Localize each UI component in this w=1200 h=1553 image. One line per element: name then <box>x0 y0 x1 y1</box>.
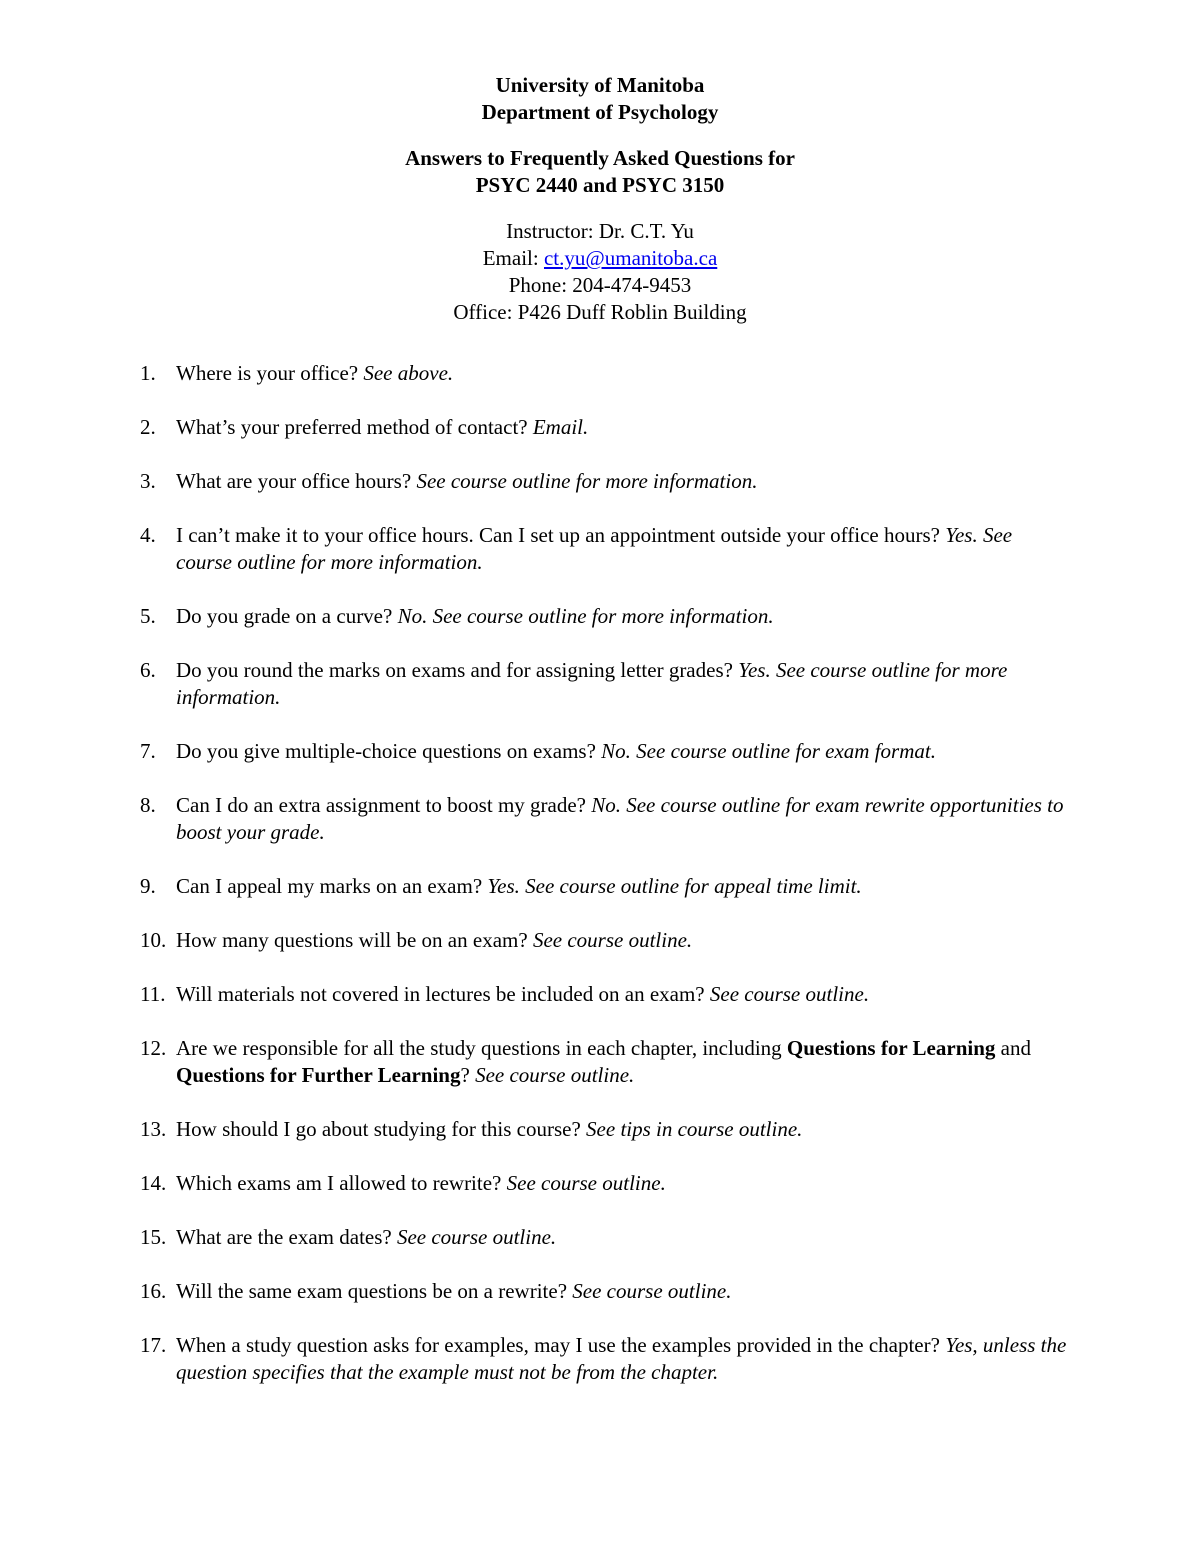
faq-question: What’s your preferred method of contact? <box>176 415 533 439</box>
faq-question: Do you grade on a curve? <box>176 604 398 628</box>
email-link[interactable]: ct.yu@umanitoba.ca <box>543 246 718 270</box>
faq-item-5: 5. Do you grade on a curve? No. See course outline for more information. <box>140 604 774 628</box>
faq-item-1: 1. Where is your office? See above. <box>140 361 454 385</box>
faq-question: Can I do an extra assignment to boost my grade? <box>176 793 592 817</box>
faq-question-bold: Questions for Learning <box>786 1036 996 1060</box>
faq-question: Will the same exam questions be on a rewrite? <box>176 1279 573 1303</box>
faq-answer: No. See course outline for exam format. <box>601 739 936 763</box>
faq-question: Which exams am I allowed to rewrite? <box>176 1171 507 1195</box>
instructor-line: Instructor: Dr. C.T. Yu <box>506 219 694 243</box>
email-line <box>0 245 1200 272</box>
faq-item-11: 11. Will materials not covered in lectures be included on an exam? See course outline. <box>140 982 870 1006</box>
document-header <box>0 72 1200 326</box>
title-line-2: PSYC 2440 and PSYC 3150 <box>475 173 725 197</box>
faq-answer: Yes. See course outline for more information. <box>176 523 1013 574</box>
faq-question: Are we responsible for all the study questions in each chapter, including <box>176 1036 787 1060</box>
faq-answer: See course outline for more information. <box>416 469 758 493</box>
faq-question: Where is your office? <box>176 361 364 385</box>
faq-answer: Yes. See course outline for more information. <box>176 658 1008 709</box>
university-name: University of Manitoba <box>495 73 705 97</box>
faq-question: I can’t make it to your office hours. Can I set up an appointment outside your office hours? <box>176 523 946 547</box>
faq-question: How many questions will be on an exam? <box>176 928 533 952</box>
faq-answer: See course outline. <box>572 1279 732 1303</box>
faq-item-12: 12. Are we responsible for all the study questions in each chapter, including Questions for Learning and Questions for Further Learning? See course outline. <box>140 1036 1031 1087</box>
faq-answer: Email. <box>532 415 589 439</box>
phone-line: Phone: 204-474-9453 <box>508 273 692 297</box>
faq-answer: Yes. See course outline for appeal time limit. <box>487 874 862 898</box>
faq-answer: See course outline. <box>396 1225 557 1249</box>
faq-question-bold: Questions for Further Learning <box>176 1063 461 1087</box>
faq-question: What are the exam dates? <box>176 1225 397 1249</box>
office-line: Office: P426 Duff Roblin Building <box>453 300 747 324</box>
faq-answer: Yes, unless the question specifies that the example must not be from the chapter. <box>176 1333 1067 1384</box>
faq-answer: See course outline. <box>506 1171 666 1195</box>
faq-item-15: 15. What are the exam dates? See course outline. <box>140 1225 557 1249</box>
faq-item-3: 3. What are your office hours? See course outline for more information. <box>140 469 758 493</box>
faq-answer: See tips in course outline. <box>586 1117 803 1141</box>
faq-item-14: 14. Which exams am I allowed to rewrite? See course outline. <box>140 1171 666 1195</box>
faq-question: ? <box>460 1063 476 1087</box>
faq-answer: See course outline. <box>532 928 693 952</box>
faq-question: Will materials not covered in lectures be included on an exam? <box>176 982 710 1006</box>
faq-question: How should I go about studying for this course? <box>176 1117 587 1141</box>
faq-question: Can I appeal my marks on an exam? <box>176 874 488 898</box>
email-label: Email: <box>482 246 544 270</box>
department-name: Department of Psychology <box>481 100 719 124</box>
faq-item-17: 17. When a study question asks for examples, may I use the examples provided in the chapter? Yes, unless the question specifies that the example must not be from the chapter. <box>140 1333 1067 1384</box>
faq-answer: See course outline. <box>709 982 870 1006</box>
faq-question: When a study question asks for examples, may I use the examples provided in the chapter? <box>176 1333 946 1357</box>
faq-answer: No. See course outline for exam rewrite opportunities to boost your grade. <box>176 793 1064 844</box>
faq-item-9: 9. Can I appeal my marks on an exam? Yes. See course outline for appeal time limit. <box>140 874 862 898</box>
faq-question: and <box>995 1036 1031 1060</box>
faq-item-6: 6. Do you round the marks on exams and for assigning letter grades? Yes. See course outline for more information. <box>140 658 1008 709</box>
faq-question: Do you round the marks on exams and for assigning letter grades? <box>176 658 739 682</box>
faq-item-10: 10. How many questions will be on an exam? See course outline. <box>140 928 693 952</box>
faq-question: Do you give multiple-choice questions on exams? <box>176 739 602 763</box>
faq-answer: See course outline. <box>475 1063 635 1087</box>
faq-item-7: 7. Do you give multiple-choice questions on exams? No. See course outline for exam format. <box>140 739 936 763</box>
faq-item-8: 8. Can I do an extra assignment to boost my grade? No. See course outline for exam rewrite opportunities to boost your grade. <box>140 793 1064 844</box>
faq-item-4: 4. I can’t make it to your office hours. Can I set up an appointment outside your office hours? Yes. See course outline for more information. <box>140 523 1013 574</box>
faq-item-16: 16. Will the same exam questions be on a rewrite? See course outline. <box>140 1279 732 1303</box>
faq-answer: No. See course outline for more information. <box>397 604 774 628</box>
title-line-1: Answers to Frequently Asked Questions for <box>405 146 795 170</box>
faq-question: What are your office hours? <box>176 469 417 493</box>
faq-item-2: 2. What’s your preferred method of contact? Email. <box>140 415 589 439</box>
faq-item-13: 13. How should I go about studying for this course? See tips in course outline. <box>140 1117 803 1141</box>
faq-answer: See above. <box>363 361 454 385</box>
faq-list <box>0 360 1200 1413</box>
